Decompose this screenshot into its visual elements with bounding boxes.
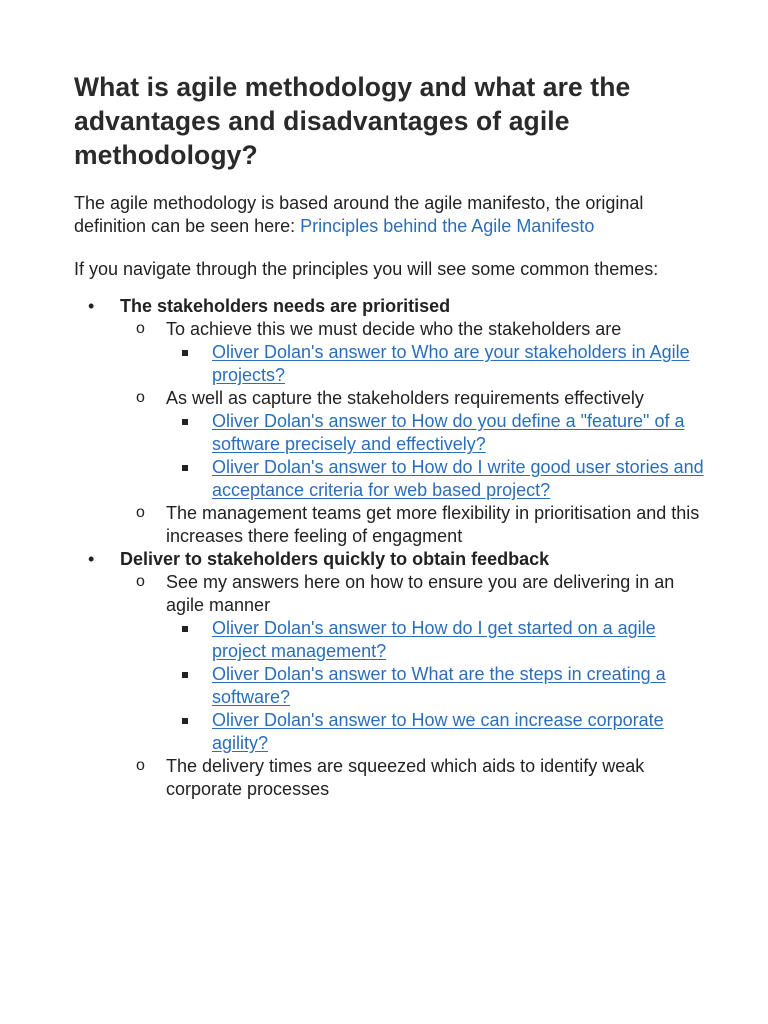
answer-link[interactable]: Oliver Dolan's answer to What are the steps in creating a software? bbox=[212, 664, 666, 707]
square-bullet-icon bbox=[182, 626, 188, 632]
link-list bbox=[166, 617, 708, 755]
agile-principles-link[interactable]: Principles behind the Agile Manifesto bbox=[300, 216, 595, 236]
circle-bullet-icon: o bbox=[136, 504, 145, 521]
answer-link[interactable]: Oliver Dolan's answer to How do I get started on a agile project management? bbox=[212, 618, 656, 661]
sub-item bbox=[120, 502, 708, 548]
sub-list bbox=[120, 571, 708, 801]
answer-link[interactable]: Oliver Dolan's answer to How we can increase corporate agility? bbox=[212, 710, 664, 753]
square-bullet-icon bbox=[182, 465, 188, 471]
square-bullet-icon bbox=[182, 419, 188, 425]
square-bullet-icon bbox=[182, 718, 188, 724]
sub-item-text: To achieve this we must decide who the stakeholders are bbox=[166, 319, 622, 339]
link-item bbox=[166, 341, 708, 387]
intro-text: The agile methodology is based around the agile manifesto, the original definition can be seen here: bbox=[74, 193, 644, 236]
themes-paragraph: If you navigate through the principles you will see some common themes: bbox=[74, 259, 659, 279]
sub-item bbox=[120, 755, 708, 801]
link-item bbox=[166, 456, 708, 502]
circle-bullet-icon: o bbox=[136, 757, 145, 774]
link-list bbox=[166, 410, 708, 502]
circle-bullet-icon: o bbox=[136, 389, 145, 406]
link-list bbox=[166, 341, 708, 387]
square-bullet-icon bbox=[182, 350, 188, 356]
theme-title: The stakeholders needs are prioritised bbox=[120, 296, 451, 316]
circle-bullet-icon: o bbox=[136, 573, 145, 590]
sub-item-text: As well as capture the stakeholders requirements effectively bbox=[166, 388, 644, 408]
sub-item bbox=[120, 571, 708, 755]
intro-paragraph bbox=[74, 192, 708, 238]
answer-link[interactable]: Oliver Dolan's answer to How do I write good user stories and acceptance criteria for web based project? bbox=[212, 457, 704, 500]
circle-bullet-icon: o bbox=[136, 320, 145, 337]
answer-link[interactable]: Oliver Dolan's answer to Who are your stakeholders in Agile projects? bbox=[212, 342, 690, 385]
bullet-icon: • bbox=[88, 296, 95, 316]
themes-list bbox=[74, 295, 708, 801]
link-item bbox=[166, 410, 708, 456]
sub-item bbox=[120, 318, 708, 387]
link-item bbox=[166, 617, 708, 663]
sub-item-text: The management teams get more flexibility in prioritisation and this increases there feeling of engagment bbox=[166, 503, 700, 546]
sub-item-text: The delivery times are squeezed which aids to identify weak corporate processes bbox=[166, 756, 645, 799]
square-bullet-icon bbox=[182, 672, 188, 678]
theme-item bbox=[74, 548, 708, 801]
sub-item-text: See my answers here on how to ensure you are delivering in an agile manner bbox=[166, 572, 675, 615]
link-item bbox=[166, 709, 708, 755]
bullet-icon: • bbox=[88, 549, 95, 569]
page-title: What is agile methodology and what are the advantages and disadvantages of agile methodology? bbox=[74, 72, 631, 170]
sub-item bbox=[120, 387, 708, 502]
theme-title: Deliver to stakeholders quickly to obtain feedback bbox=[120, 549, 550, 569]
link-item bbox=[166, 663, 708, 709]
theme-item bbox=[74, 295, 708, 548]
answer-link[interactable]: Oliver Dolan's answer to How do you define a "feature" of a software precisely and effectively? bbox=[212, 411, 685, 454]
sub-list bbox=[120, 318, 708, 548]
